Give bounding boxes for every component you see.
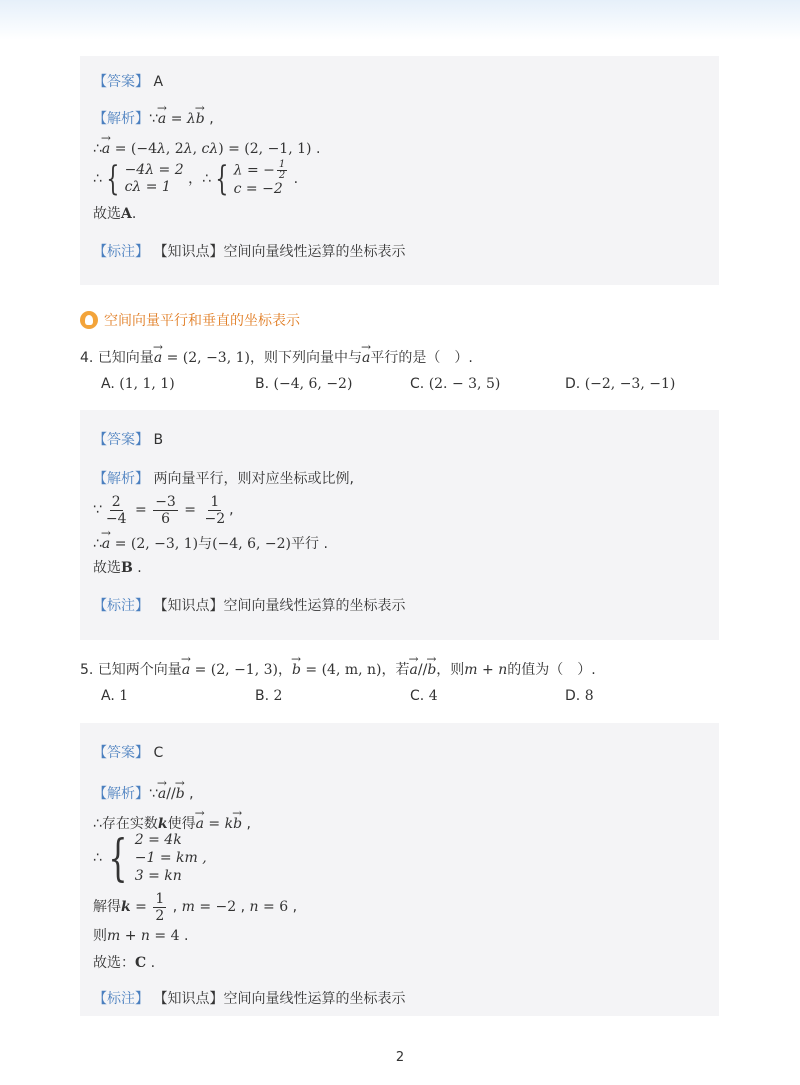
system-line: ∴ { 2 = 4k −1 = km , 3 = kn [93, 829, 207, 887]
answer-block-2 [80, 410, 719, 640]
option-b: B. 2 [255, 688, 283, 704]
option-a: A. 1 [101, 688, 129, 704]
option-c: C. 4 [410, 688, 438, 704]
analysis-line: 【解析】∵→ a = λ→ b , [93, 106, 214, 129]
section-title: 空间向量平行和垂直的坐标表示 [104, 313, 300, 329]
answer-block-3 [80, 723, 719, 1016]
then-line: 则m + n = 4 . [93, 928, 189, 944]
vector-a: → a [158, 106, 166, 129]
analysis-line: 【解析】 两向量平行，则对应坐标或比例, [93, 471, 354, 487]
exist-line: ∴存在实数k使得→ a = k→ b , [93, 811, 251, 834]
conclusion-line: 故选：C . [93, 955, 156, 971]
answer-line: 【答案】 C [93, 745, 164, 761]
analysis-line: 【解析】∵→ a//→ b , [93, 781, 194, 804]
option-b: B. (−4, 6, −2) [255, 376, 353, 392]
answer-value: A [153, 74, 164, 90]
vector-b: → b [196, 106, 205, 129]
parallel-line: ∴→ a = (2, −3, 1)与(−4, 6, −2)平行 . [93, 531, 328, 554]
conclusion-line: 故选A. [93, 206, 137, 222]
top-gradient-band [0, 0, 800, 40]
option-c: C. (2. − 3, 5) [410, 376, 501, 392]
note-line: 【标注】 【知识点】空间向量线性运算的坐标表示 [93, 598, 406, 614]
note-line: 【标注】 【知识点】空间向量线性运算的坐标表示 [93, 991, 406, 1007]
question-5: 5. 已知两个向量→ a = (2, −1, 3)，→ b = (4, m, n)，若→ a//→ b，则m + n的值为（ ）. [80, 657, 596, 680]
conclusion-line: 故选B . [93, 560, 142, 576]
derivation-system: ∴ { −4λ = 2 cλ = 1 ，∴ { λ = − $\frac{1}{2}$ c = −2 . [93, 159, 299, 199]
question-4: 4. 已知向量→ a = (2, −3, 1)，则下列向量中与→ a平行的是（ ）. [80, 345, 473, 368]
option-d: D. (−2, −3, −1) [565, 376, 676, 392]
answer-line: 【答案】 B [93, 432, 164, 448]
solve-line: 解得k = $\frac{1}{2}$ , m = −2 , n = 6 , [93, 890, 298, 924]
answer-block-1 [80, 56, 719, 285]
answer-line: 【答案】 A [93, 74, 164, 90]
page-number: 2 [395, 1050, 405, 1065]
ratio-line: ∵ $\frac{2}{-4}$ = $\frac{-3}{6}$ = $\frac{1}{-2}$ , [93, 493, 234, 527]
option-d: D. 8 [565, 688, 594, 704]
option-a: A. (1, 1, 1) [101, 376, 175, 392]
derivation-line-1: ∴→ a = (−4λ, 2λ, cλ) = (2, −1, 1) . [93, 136, 320, 159]
lightbulb-icon [80, 311, 98, 329]
section-header [80, 309, 300, 331]
note-line: 【标注】 【知识点】空间向量线性运算的坐标表示 [93, 244, 406, 260]
